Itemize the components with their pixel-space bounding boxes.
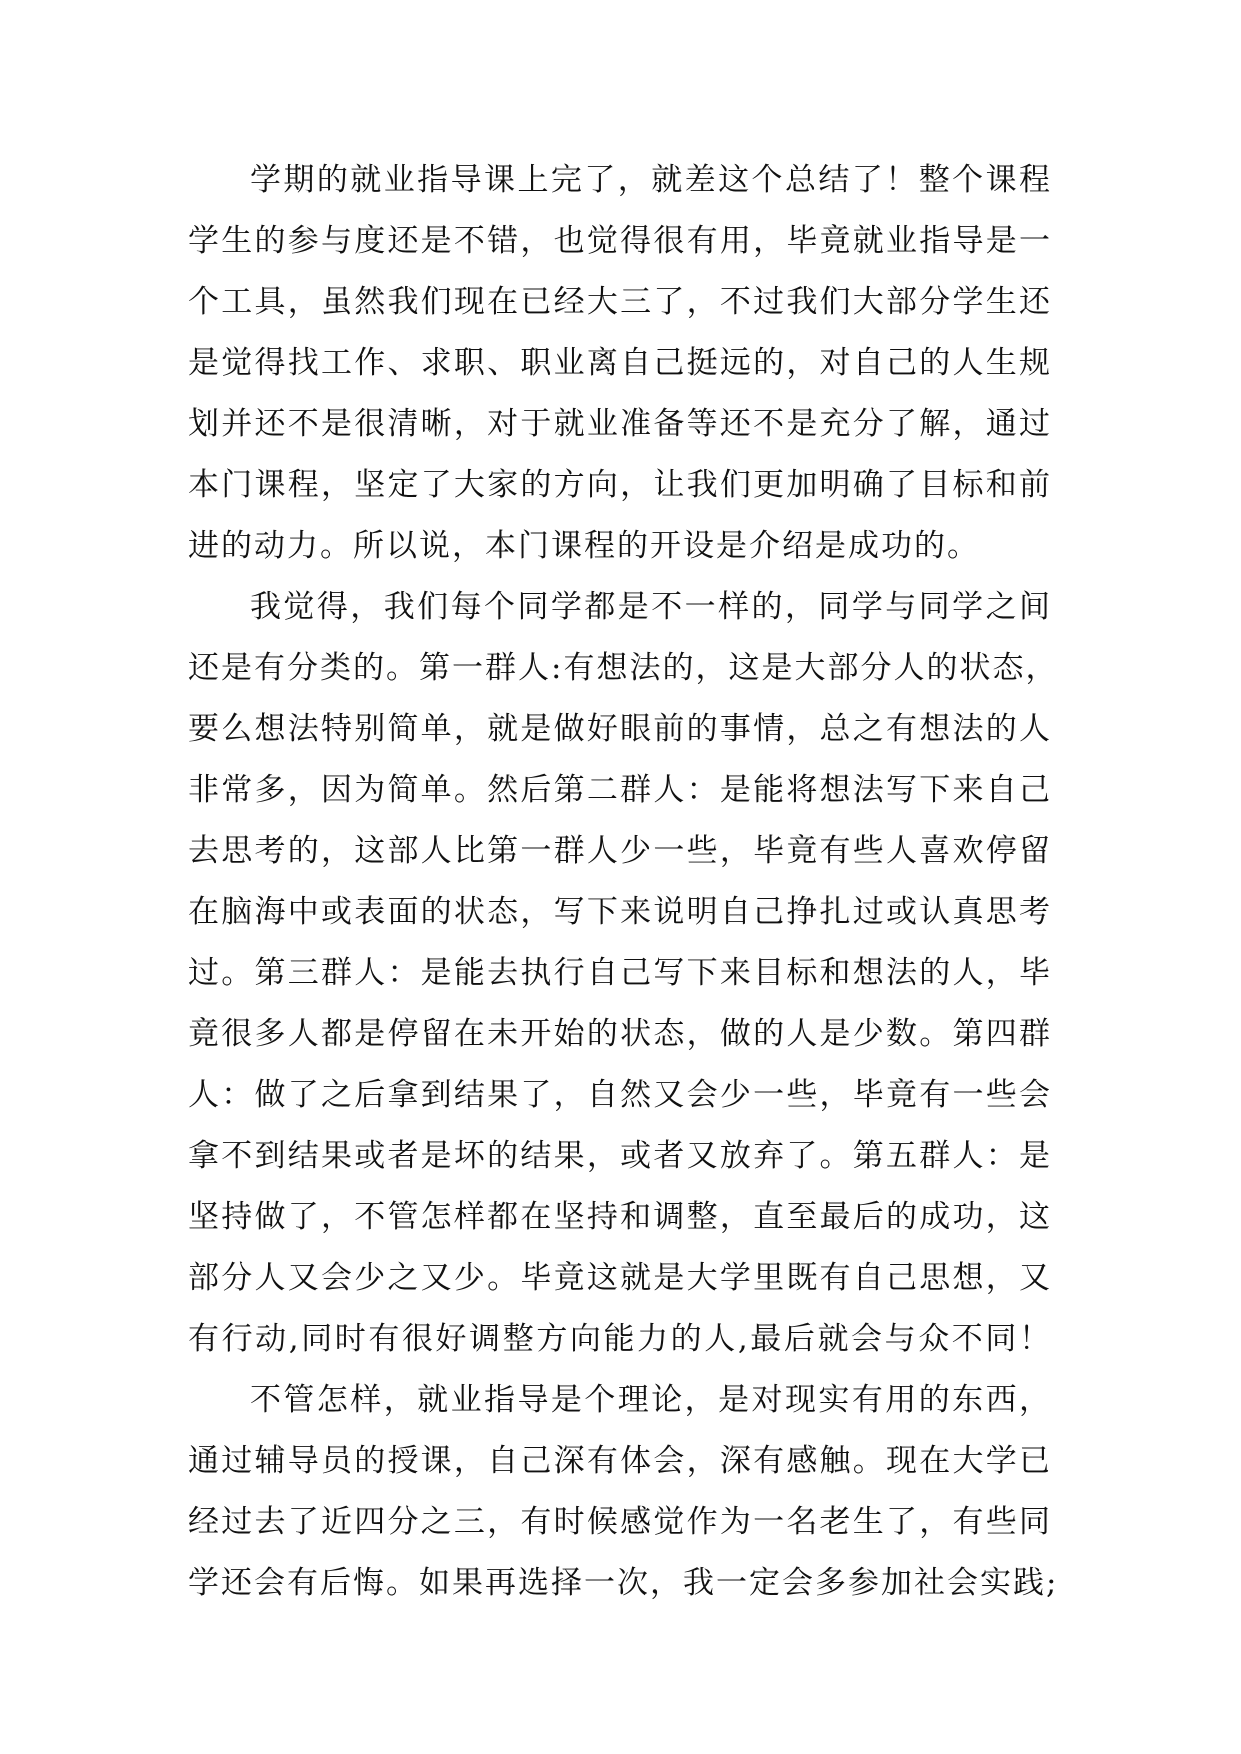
text-line: 拿不到结果或者是坏的结果，或者又放弃了。第五群人：是 <box>188 1138 1052 1174</box>
text-line: 学还会有后悔。如果再选择一次，我一定会多参加社会实践; <box>188 1565 1059 1601</box>
text-line: 部分人又会少之又少。毕竟这就是大学里既有自己思想，又 <box>188 1260 1052 1296</box>
text-line: 我觉得，我们每个同学都是不一样的，同学与同学之间 <box>250 589 1052 625</box>
paragraph-1 <box>188 150 1052 577</box>
text-line: 要么想法特别简单，就是做好眼前的事情，总之有想法的人 <box>188 711 1052 747</box>
text-line: 不管怎样，就业指导是个理论，是对现实有用的东西， <box>250 1382 1052 1418</box>
paragraph-3 <box>188 1370 1059 1614</box>
document-body <box>188 150 1059 1614</box>
text-line: 竟很多人都是停留在未开始的状态，做的人是少数。第四群 <box>188 1016 1052 1052</box>
text-line: 坚持做了，不管怎样都在坚持和调整，直至最后的成功，这 <box>188 1199 1052 1235</box>
text-line: 本门课程，坚定了大家的方向，让我们更加明确了目标和前 <box>188 467 1052 503</box>
text-line: 经过去了近四分之三，有时候感觉作为一名老生了，有些同 <box>188 1504 1052 1540</box>
text-line: 个工具，虽然我们现在已经大三了，不过我们大部分学生还 <box>188 284 1052 320</box>
text-line: 有行动,同时有很好调整方向能力的人,最后就会与众不同！ <box>188 1321 1052 1357</box>
text-line: 人：做了之后拿到结果了，自然又会少一些，毕竟有一些会 <box>188 1077 1052 1113</box>
text-line: 去思考的，这部人比第一群人少一些，毕竟有些人喜欢停留 <box>188 833 1052 869</box>
text-line: 还是有分类的。第一群人:有想法的，这是大部分人的状态， <box>188 650 1059 686</box>
text-line: 学生的参与度还是不错，也觉得很有用，毕竟就业指导是一 <box>188 223 1052 259</box>
text-line: 划并还不是很清晰，对于就业准备等还不是充分了解，通过 <box>188 406 1052 442</box>
text-line: 学期的就业指导课上完了，就差这个总结了！整个课程 <box>250 162 1052 198</box>
text-line: 是觉得找工作、求职、职业离自己挺远的，对自己的人生规 <box>188 345 1052 381</box>
paragraph-2 <box>188 577 1059 1370</box>
text-line: 过。第三群人：是能去执行自己写下来目标和想法的人，毕 <box>188 955 1052 991</box>
text-line: 在脑海中或表面的状态，写下来说明自己挣扎过或认真思考 <box>188 894 1052 930</box>
text-line: 进的动力。所以说，本门课程的开设是介绍是成功的。 <box>188 528 980 564</box>
text-line: 通过辅导员的授课，自己深有体会，深有感触。现在大学已 <box>188 1443 1052 1479</box>
text-line: 非常多，因为简单。然后第二群人：是能将想法写下来自己 <box>188 772 1052 808</box>
